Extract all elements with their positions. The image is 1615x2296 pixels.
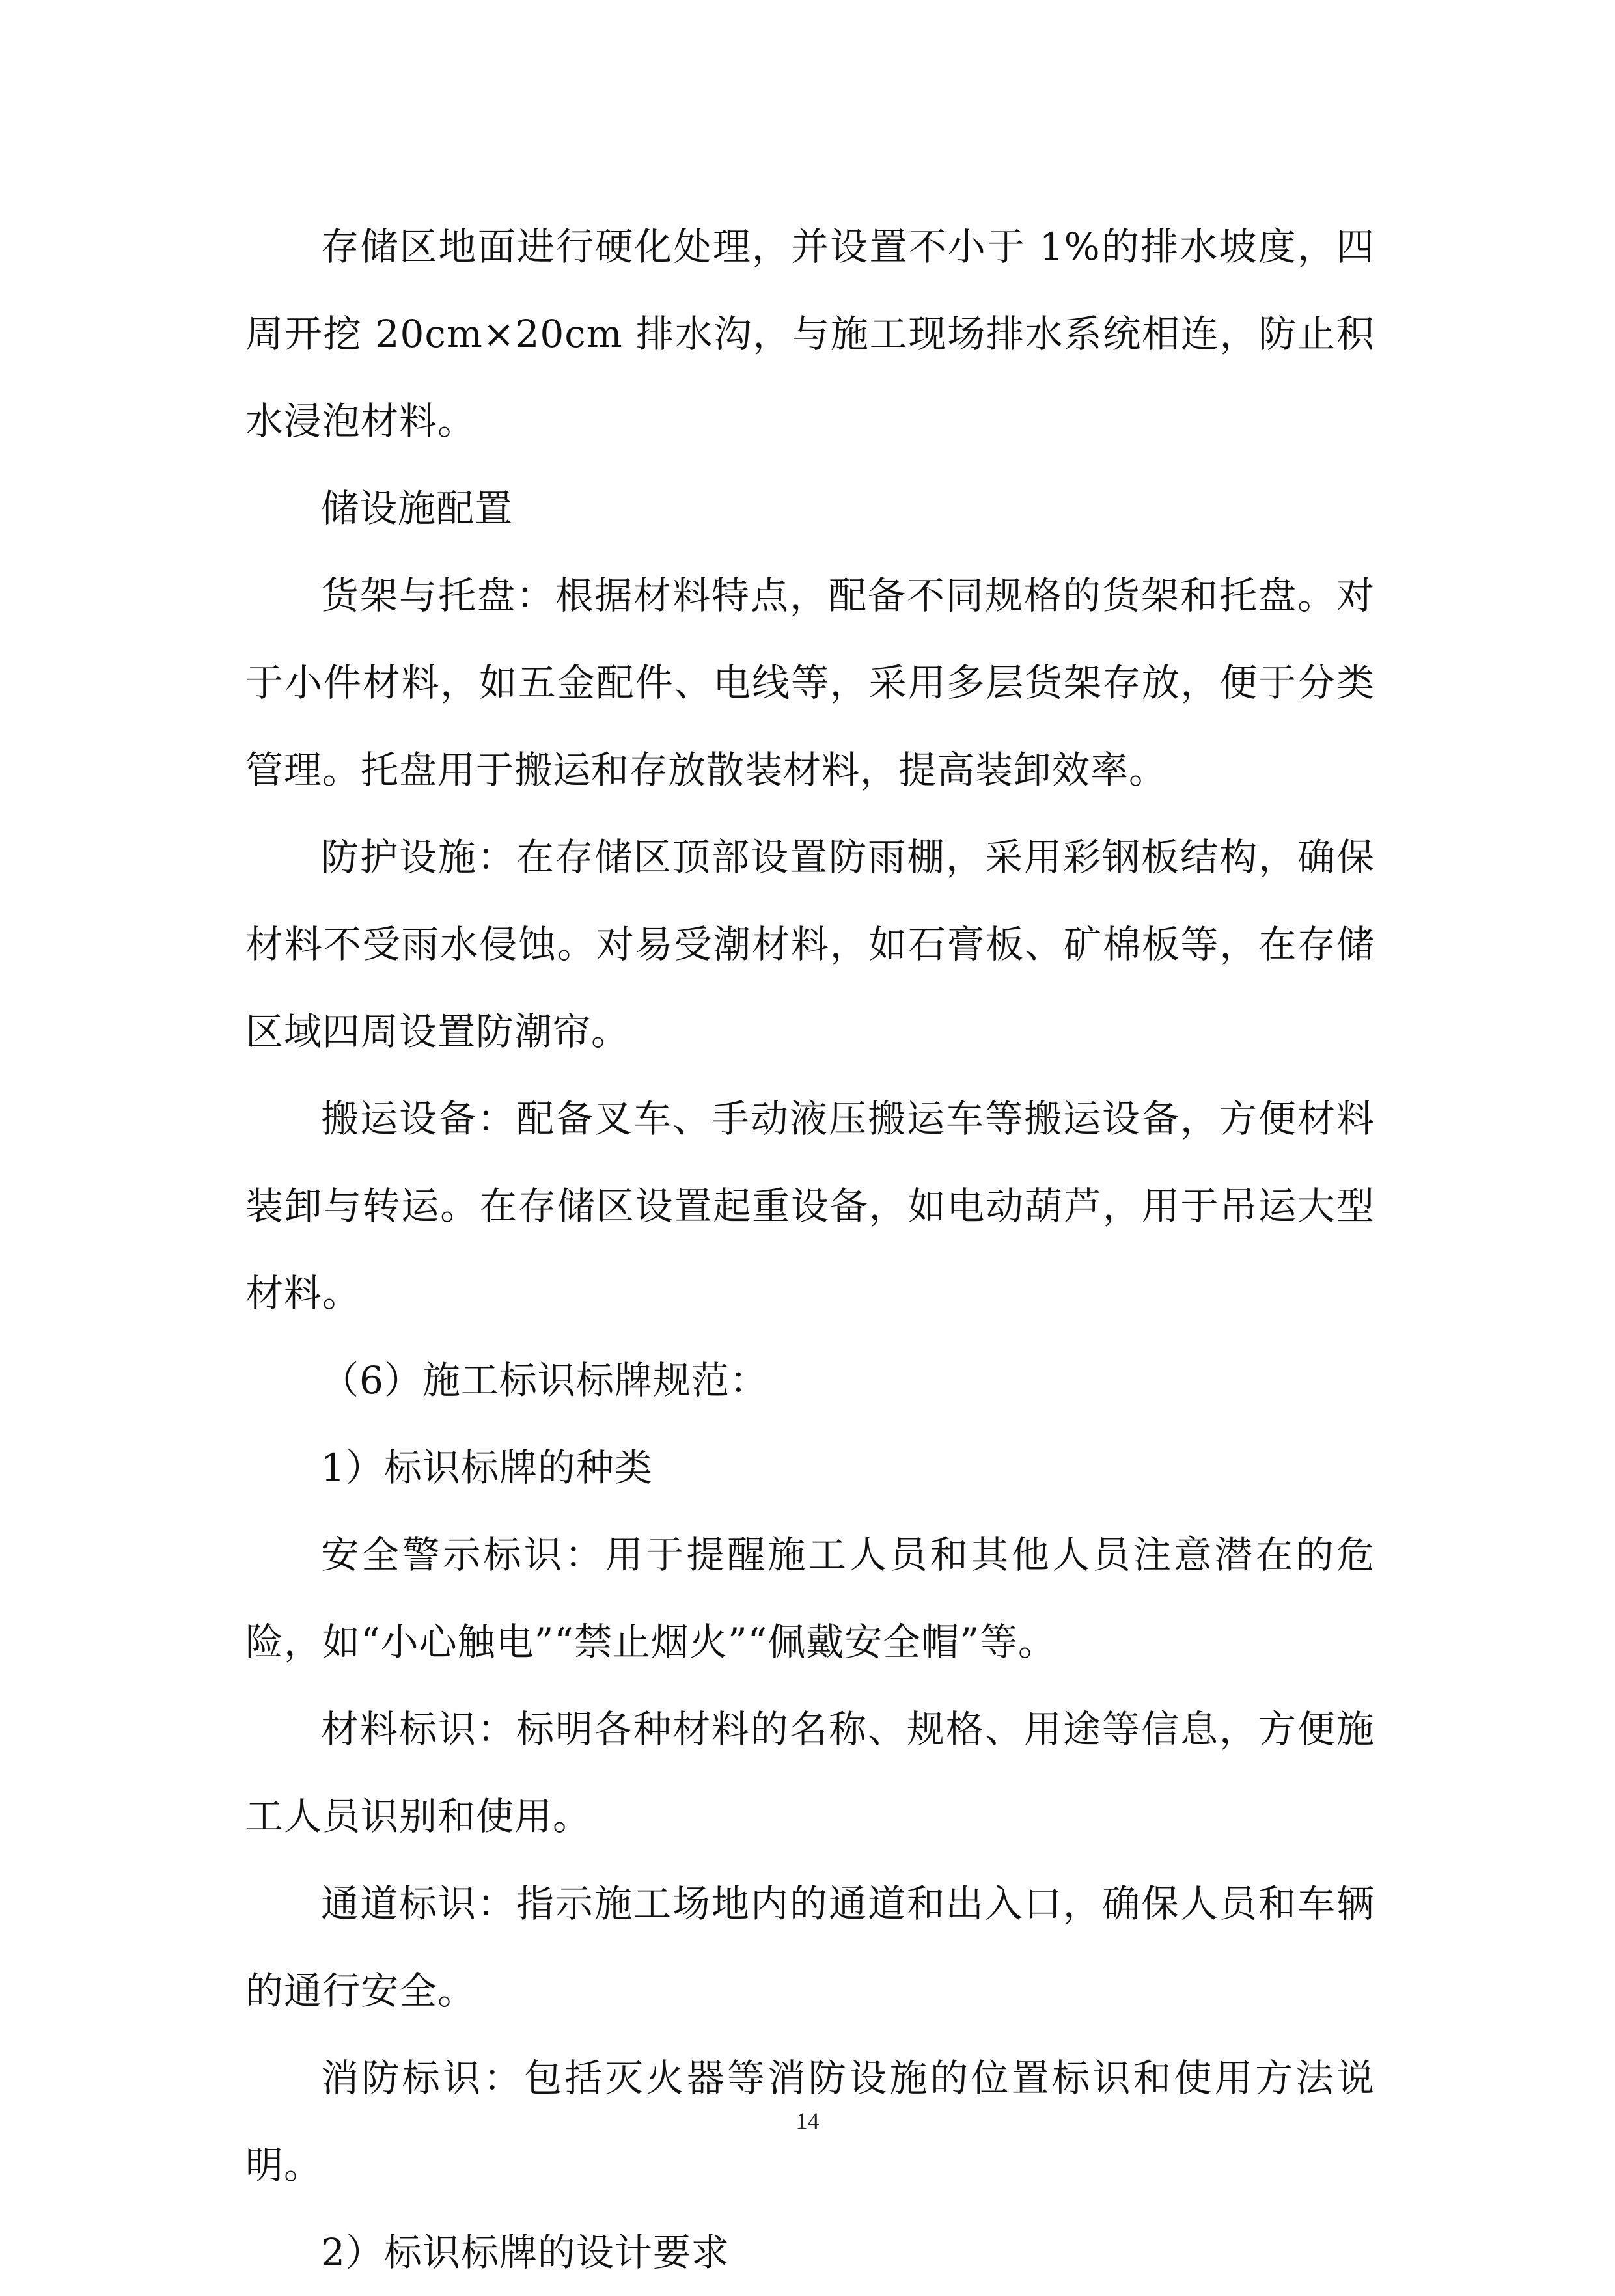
paragraph-safety-warning-signs: 安全警示标识：用于提醒施工人员和其他人员注意潜在的危险，如“小心触电”“禁止烟火”“佩戴安全帽”等。 — [245, 1533, 1375, 1664]
paragraph-protection-facilities: 防护设施：在存储区顶部设置防雨棚，采用彩钢板结构，确保材料不受雨水侵蚀。对易受潮材料，如石膏板、矿棉板等，在存储区域四周设置防潮帘。 — [245, 835, 1375, 1054]
paragraph-signage-types-heading: 1）标识标牌的种类 — [321, 1445, 653, 1490]
paragraph-handling-equipment: 搬运设备：配备叉车、手动液压搬运车等搬运设备，方便材料装卸与转运。在存储区设置起重设备，如电动葫芦，用于吊运大型材料。 — [245, 1097, 1375, 1315]
page-number: 14 — [795, 2108, 820, 2134]
paragraph-passage-signs: 通道标识：指示施工场地内的通道和出入口，确保人员和车辆的通行安全。 — [245, 1881, 1375, 2013]
body-text — [245, 203, 1375, 2296]
paragraph-shelves-pallets: 货架与托盘：根据材料特点，配备不同规格的货架和托盘。对于小件材料，如五金配件、电线等，采用多层货架存放，便于分类管理。托盘用于搬运和存放散装材料，提高装卸效率。 — [245, 573, 1375, 792]
paragraph-design-requirements-heading: 2）标识标牌的设计要求 — [321, 2230, 730, 2275]
paragraph-signage-section-heading: （6）施工标识标牌规范： — [321, 1358, 768, 1402]
paragraph-ground-hardening: 存储区地面进行硬化处理，并设置不小于 1%的排水坡度，四周开挖 20cm×20cm 排水沟，与施工现场排水系统相连，防止积水浸泡材料。 — [245, 225, 1375, 443]
paragraph-fire-signs: 消防标识：包括灭火器等消防设施的位置标识和使用方法说明。 — [245, 2056, 1375, 2187]
paragraph-material-signs: 材料标识：标明各种材料的名称、规格、用途等信息，方便施工人员识别和使用。 — [245, 1707, 1375, 1838]
paragraph-storage-facility-heading: 储设施配置 — [321, 486, 514, 530]
